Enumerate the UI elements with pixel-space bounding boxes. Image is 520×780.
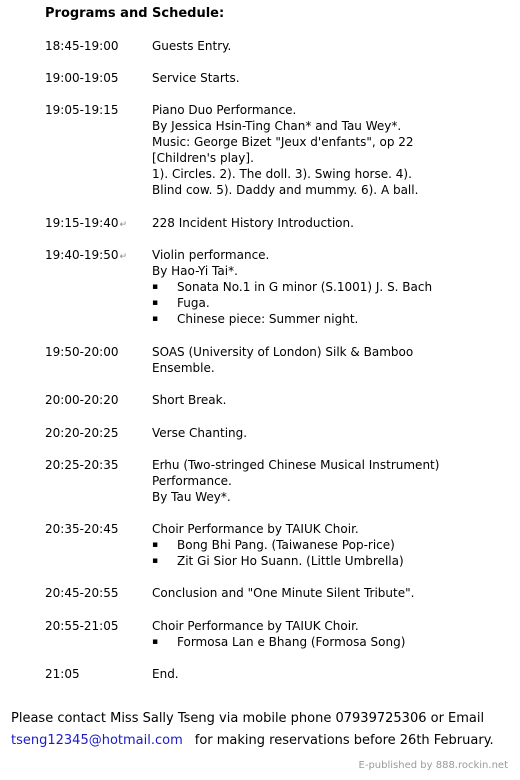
paragraph-mark-icon: ↵ [119,220,128,230]
description-line: Conclusion and "One Minute Silent Tribute". [152,586,415,600]
schedule-time-text: 20:35-20:45 [45,522,119,536]
description-line: 1). Circles. 2). The doll. 3). Swing horse. 4). [152,167,412,181]
description-line: Short Break. [152,393,227,407]
schedule-description [152,457,512,505]
contact-paragraph [11,708,516,752]
description-line: Performance. [152,474,232,488]
description-line: By Jessica Hsin-Ting Chan* and Tau Wey*. [152,119,402,133]
schedule-time [45,585,151,601]
description-line: Violin performance. [152,248,270,262]
schedule-time [45,70,151,86]
bullet-icon: ▪ [152,556,159,566]
schedule-time-text: 20:00-20:20 [45,393,119,407]
schedule-time-text: 19:00-19:05 [45,71,119,85]
bullet-item [152,634,512,650]
schedule-time [45,344,151,360]
page-title: Programs and Schedule: [45,6,225,21]
schedule-description [152,618,512,650]
schedule-description [152,215,512,231]
description-line: Erhu (Two-stringed Chinese Musical Instrument) [152,458,440,472]
schedule-time-text: 21:05 [45,667,80,681]
description-line: By Tau Wey*. [152,490,231,504]
description-line: Ensemble. [152,361,215,375]
schedule-time [45,666,151,682]
description-line: 228 Incident History Introduction. [152,216,354,230]
email-link[interactable]: tseng12345@hotmail.com [11,733,183,748]
description-line: Blind cow. 5). Daddy and mummy. 6). A ball. [152,183,419,197]
schedule-description [152,344,512,376]
schedule-time-text: 20:20-20:25 [45,426,119,440]
description-line: Verse Chanting. [152,426,248,440]
schedule-time-text: 19:05-19:15 [45,103,119,117]
schedule-description [152,521,512,569]
schedule-description [152,38,512,54]
schedule-time [45,425,151,441]
bullet-text: Formosa Lan e Bhang (Formosa Song) [177,635,406,649]
bullet-icon: ▪ [152,314,159,324]
bullet-icon: ▪ [152,540,159,550]
schedule-description [152,666,512,682]
bullet-text: Fuga. [177,296,210,310]
schedule-time [45,618,151,634]
schedule-time [45,38,151,54]
contact-text: Please contact Miss Sally Tseng via mobile phone 07939725306 or Email [11,711,485,726]
bullet-text: Bong Bhi Pang. (Taiwanese Pop-rice) [177,538,395,552]
contact-suffix: for making reservations before 26th February. [194,733,494,748]
description-line: End. [152,667,179,681]
description-line: Guests Entry. [152,39,232,53]
schedule-time-text: 20:25-20:35 [45,458,119,472]
schedule-description [152,247,512,327]
footer-credit: E-published by 888.rockin.net [358,760,508,771]
schedule-time-text: 18:45-19:00 [45,39,119,53]
bullet-text: Chinese piece: Summer night. [177,312,359,326]
bullet-item [152,311,512,327]
schedule-description [152,585,512,601]
schedule-time-text: 19:40-19:50 [45,248,119,262]
schedule-time [45,247,151,265]
bullet-item [152,537,512,553]
description-line: Choir Performance by TAIUK Choir. [152,522,359,536]
paragraph-mark-icon: ↵ [119,252,128,262]
schedule-time-text: 20:55-21:05 [45,619,119,633]
bullet-text: Zit Gi Sior Ho Suann. (Little Umbrella) [177,554,404,568]
schedule-description [152,102,512,198]
description-line: SOAS (University of London) Silk & Bamboo [152,345,414,359]
schedule-time [45,457,151,473]
schedule-time [45,521,151,537]
description-line: [Children's play]. [152,151,254,165]
bullet-item [152,295,512,311]
bullet-icon: ▪ [152,282,159,292]
schedule-time-text: 20:45-20:55 [45,586,119,600]
bullet-item [152,279,512,295]
description-line: By Hao-Yi Tai*. [152,264,238,278]
schedule-time [45,392,151,408]
schedule-time [45,215,151,233]
schedule-description [152,70,512,86]
description-line: Music: George Bizet "Jeux d'enfants", op 22 [152,135,414,149]
schedule-time [45,102,151,118]
description-line: Service Starts. [152,71,240,85]
bullet-icon: ▪ [152,298,159,308]
schedule-time-text: 19:15-19:40 [45,216,119,230]
schedule-description [152,425,512,441]
bullet-item [152,553,512,569]
schedule-description [152,392,512,408]
description-line: Choir Performance by TAIUK Choir. [152,619,359,633]
bullet-icon: ▪ [152,637,159,647]
bullet-text: Sonata No.1 in G minor (S.1001) J. S. Bach [177,280,433,294]
description-line: Piano Duo Performance. [152,103,297,117]
schedule-time-text: 19:50-20:00 [45,345,119,359]
